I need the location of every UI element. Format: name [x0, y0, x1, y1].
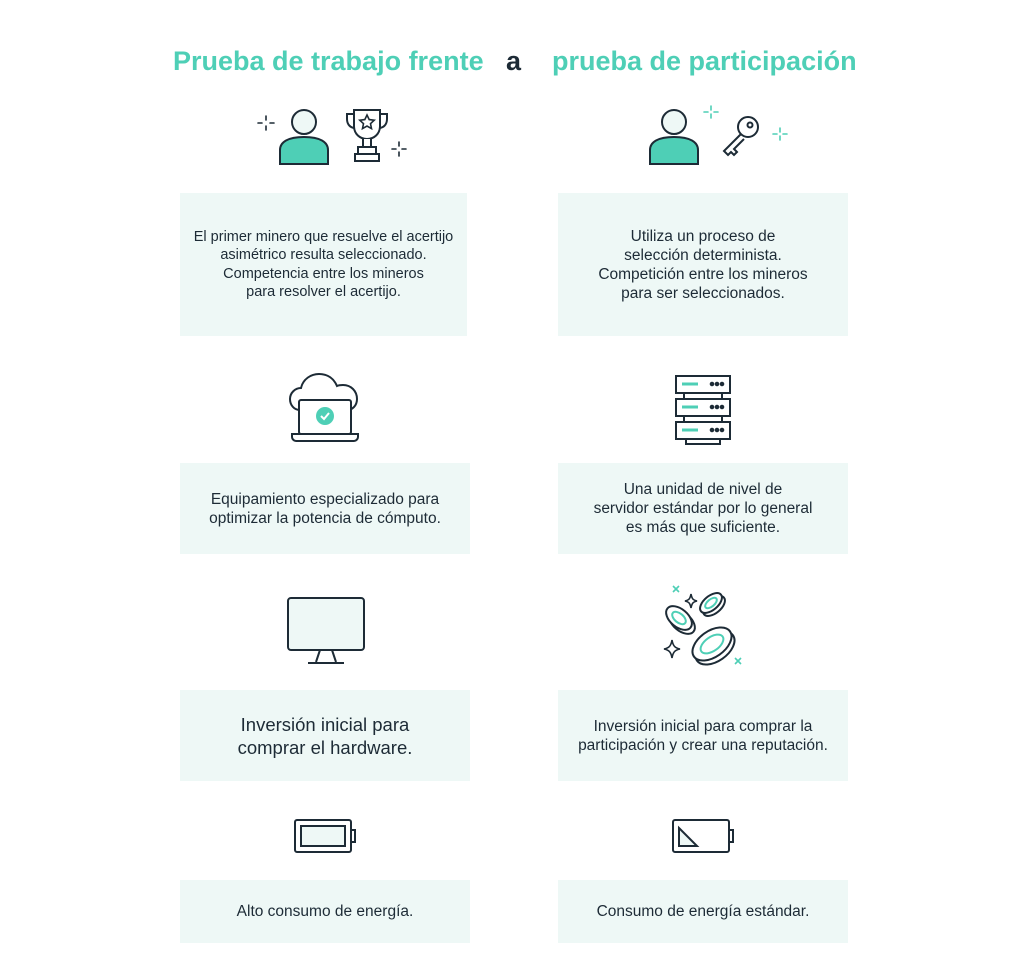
title-proof-of-work: Prueba de trabajo frente — [173, 46, 484, 76]
battery-low-icon — [670, 816, 738, 856]
card-pos-investment — [558, 690, 848, 781]
card-pos-energy — [558, 880, 848, 943]
card-pow-energy-text: Alto consumo de energía. — [236, 903, 414, 920]
cloud-laptop-icon — [286, 370, 366, 446]
card-pow-investment — [180, 690, 470, 781]
miner-with-trophy-icon — [252, 100, 412, 172]
card-pow-selection-text: El primer minero que resuelve el acertijo asimétrico resulta seleccionado. Competencia entre los mineros para resolver el acertijo. — [193, 228, 454, 300]
card-pow-investment-text: Inversión inicial para comprar el hardware. — [237, 713, 413, 758]
card-pos-energy-text: Consumo de energía estándar. — [596, 903, 810, 920]
server-rack-icon — [672, 372, 734, 448]
card-pos-hardware — [558, 463, 848, 554]
card-pos-investment-text: Inversión inicial para comprar la participación y crear una reputación. — [578, 717, 828, 754]
card-pos-selection — [558, 193, 848, 336]
card-pow-hardware — [180, 463, 470, 554]
card-pow-energy — [180, 880, 470, 943]
card-pow-hardware-text: Equipamiento especializado para optimizar la potencia de cómputo. — [209, 490, 441, 527]
battery-full-icon — [292, 816, 360, 856]
coins-icon — [657, 582, 757, 672]
user-with-key-icon — [640, 100, 800, 172]
title-proof-of-stake: prueba de participación — [552, 46, 857, 76]
title-versus: a — [506, 46, 522, 76]
card-pos-hardware-text: Una unidad de nivel de servidor estándar por lo general es más que suficiente. — [593, 481, 813, 536]
card-pow-selection — [180, 193, 467, 336]
monitor-icon — [284, 594, 368, 668]
card-pos-selection-text: Utiliza un proceso de selección determinista. Competición entre los mineros para ser seleccionados. — [598, 227, 808, 302]
